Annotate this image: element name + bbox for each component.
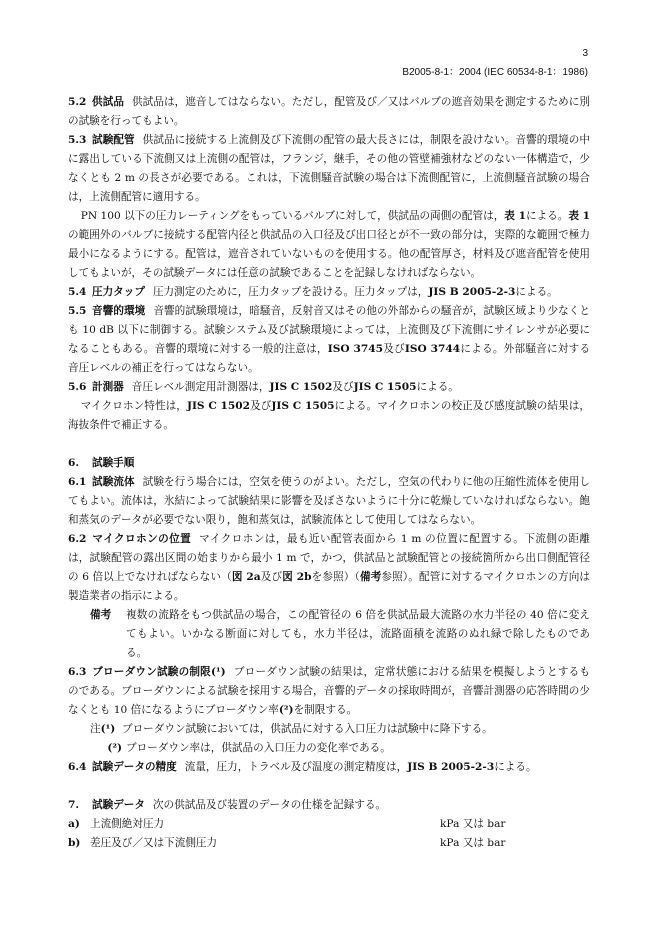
section-6-3: 6.3 ブローダウン試験の制限(¹) ブローダウン試験の結果は，定常状態における結果を模擬しようとするものである。ブローダウンによる試験を採用する場合，音響的データの採取時間が，音響計測器の応答時間の少なくとも 10 倍になるようにブローダウン率(²)を制限する。 [68,666,591,716]
note-1 [68,720,590,739]
note-1-text: ブローダウン試験においては，供試品に対する入口圧力は試験中に降下する。 [122,723,493,735]
section-6-heading: 6. 試験手順 [68,457,135,469]
note-2-text: ブローダウン率は，供試品の入口圧力の変化率である。 [126,742,391,754]
section-6-1: 6.1 試験流体 試験を行う場合には，空気を使うのがよい。ただし，空気の代わりに他の圧縮性流体を使用してもよい。流体は，氷結によって試験結果に影響を及ぼさないように十分に乾燥していなければならない。飽和蒸気のデータが必要でない限り，飽和蒸気は，試験流体として使用してはならない。 [68,476,591,526]
section-6-2: 6.2 マイクロホンの位置 マイクロホンは，最も近い配管表面から 1 m の位置に配置する。下流側の距離は，試験配管の露出区間の始まりから最小 1 m で，かつ，供試品と試験配管との接続箇所から出口側配管径の 6 倍以上でなければならない（図 2a及び図 2bを参照）（備考参照）。配管に対するマイクロホンの方向は製造業者の指示による。 [68,533,591,602]
section-5-2: 5.2 供試品 供試品は，遮音してはならない。ただし，配管及び／又はバルブの遮音効果を測定するために別の試験を行ってもよい。 [68,96,590,127]
remark-text: 複数の流路をもつ供試品の場合，この配管径の 6 倍を供試品最大流路の水力半径の 40 倍に変えてもよい。いかなる断面に対しても，水力半径は，流路面積を流路のぬれ緑で除したものである。 [126,609,590,659]
section-5-4: 5.4 圧力タップ 圧力測定のために，圧力タップを設ける。圧力タップは，JIS B 2005-2-3による。 [68,286,558,298]
section-5-5: 5.5 音響的環境 音響的試験環境は，暗騒音，反射音又はその他の外部からの騒音が，試験区域より少なくとも 10 dB 以下に制御する。試験システム及び試験環境によっては，上流側及び下流側にサイレンサが必要になることもある。音響的環境に対する一般的注意は，ISO 3745及びISO 3744による。外部騒音に対する音圧レベルの補正を行ってはならない。 [68,305,591,374]
note-2 [68,739,590,758]
note-2-mark: (²) [107,742,122,754]
note-1-mark: (¹) [100,723,116,735]
section-6-4: 6.4 試験データの精度 流量，圧力，トラベル及び温度の測定精度は，JIS B 2005-2-3による。 [68,761,537,773]
section-5-3-para2: PN 100 以下の圧力レーティングをもっているバルブに対して，供試品の両側の配管は，表 1による。表 1の範囲外のバルブに接続する配管内径と供試品の入口径及び出口径とが不一致の部分は，実際的な範囲で極力最小になるようにする。配管は，遮音されていないものを使用する。他の配管厚さ，材料及び遮音配管を使用してもよいが，その試験データには任意の試験であることを記録しなければならない。 [68,210,591,279]
page-number: 3 [582,48,588,59]
section-5-6: 5.6 計測器 音圧レベル測定用計測器は，JIS C 1502及びJIS C 1505による。 [68,381,459,393]
section-5-6-para2: マイクロホン特性は，JIS C 1502及びJIS C 1505による。マイクロホンの校正及び感度試験の結果は，海抜条件で補正する。 [68,400,591,431]
list-item: a) 上流側絶対圧力 kPa 又は bar [68,818,506,830]
section-7: 7. 試験データ 次の供試品及び装置のデータの仕様を記録する。 [68,799,387,811]
remark-label: 備考 [90,609,112,621]
section-5-3: 5.3 試験配管 供試品に接続する上流側及び下流側の配管の最大長さには，制限を設けない。音響的環境の中に露出している下流側又は上流側の配管は，フランジ，継手，その他の管壁補強材などのない一体構造で，少なくとも 2 m の長さが必要である。これは，下流側騒音試験の場合は下流側配管に，上流側騒音試験の場合は，上流側配管に適用する。 [68,134,591,203]
document-body [68,93,590,853]
note-label: 注 [90,723,101,735]
list-item: b) 差圧及び／又は下流側圧力 kPa 又は bar [68,837,506,849]
remark [68,606,590,663]
standard-id: B2005-8-1：2004 (IEC 60534-8-1：1986) [402,67,588,78]
